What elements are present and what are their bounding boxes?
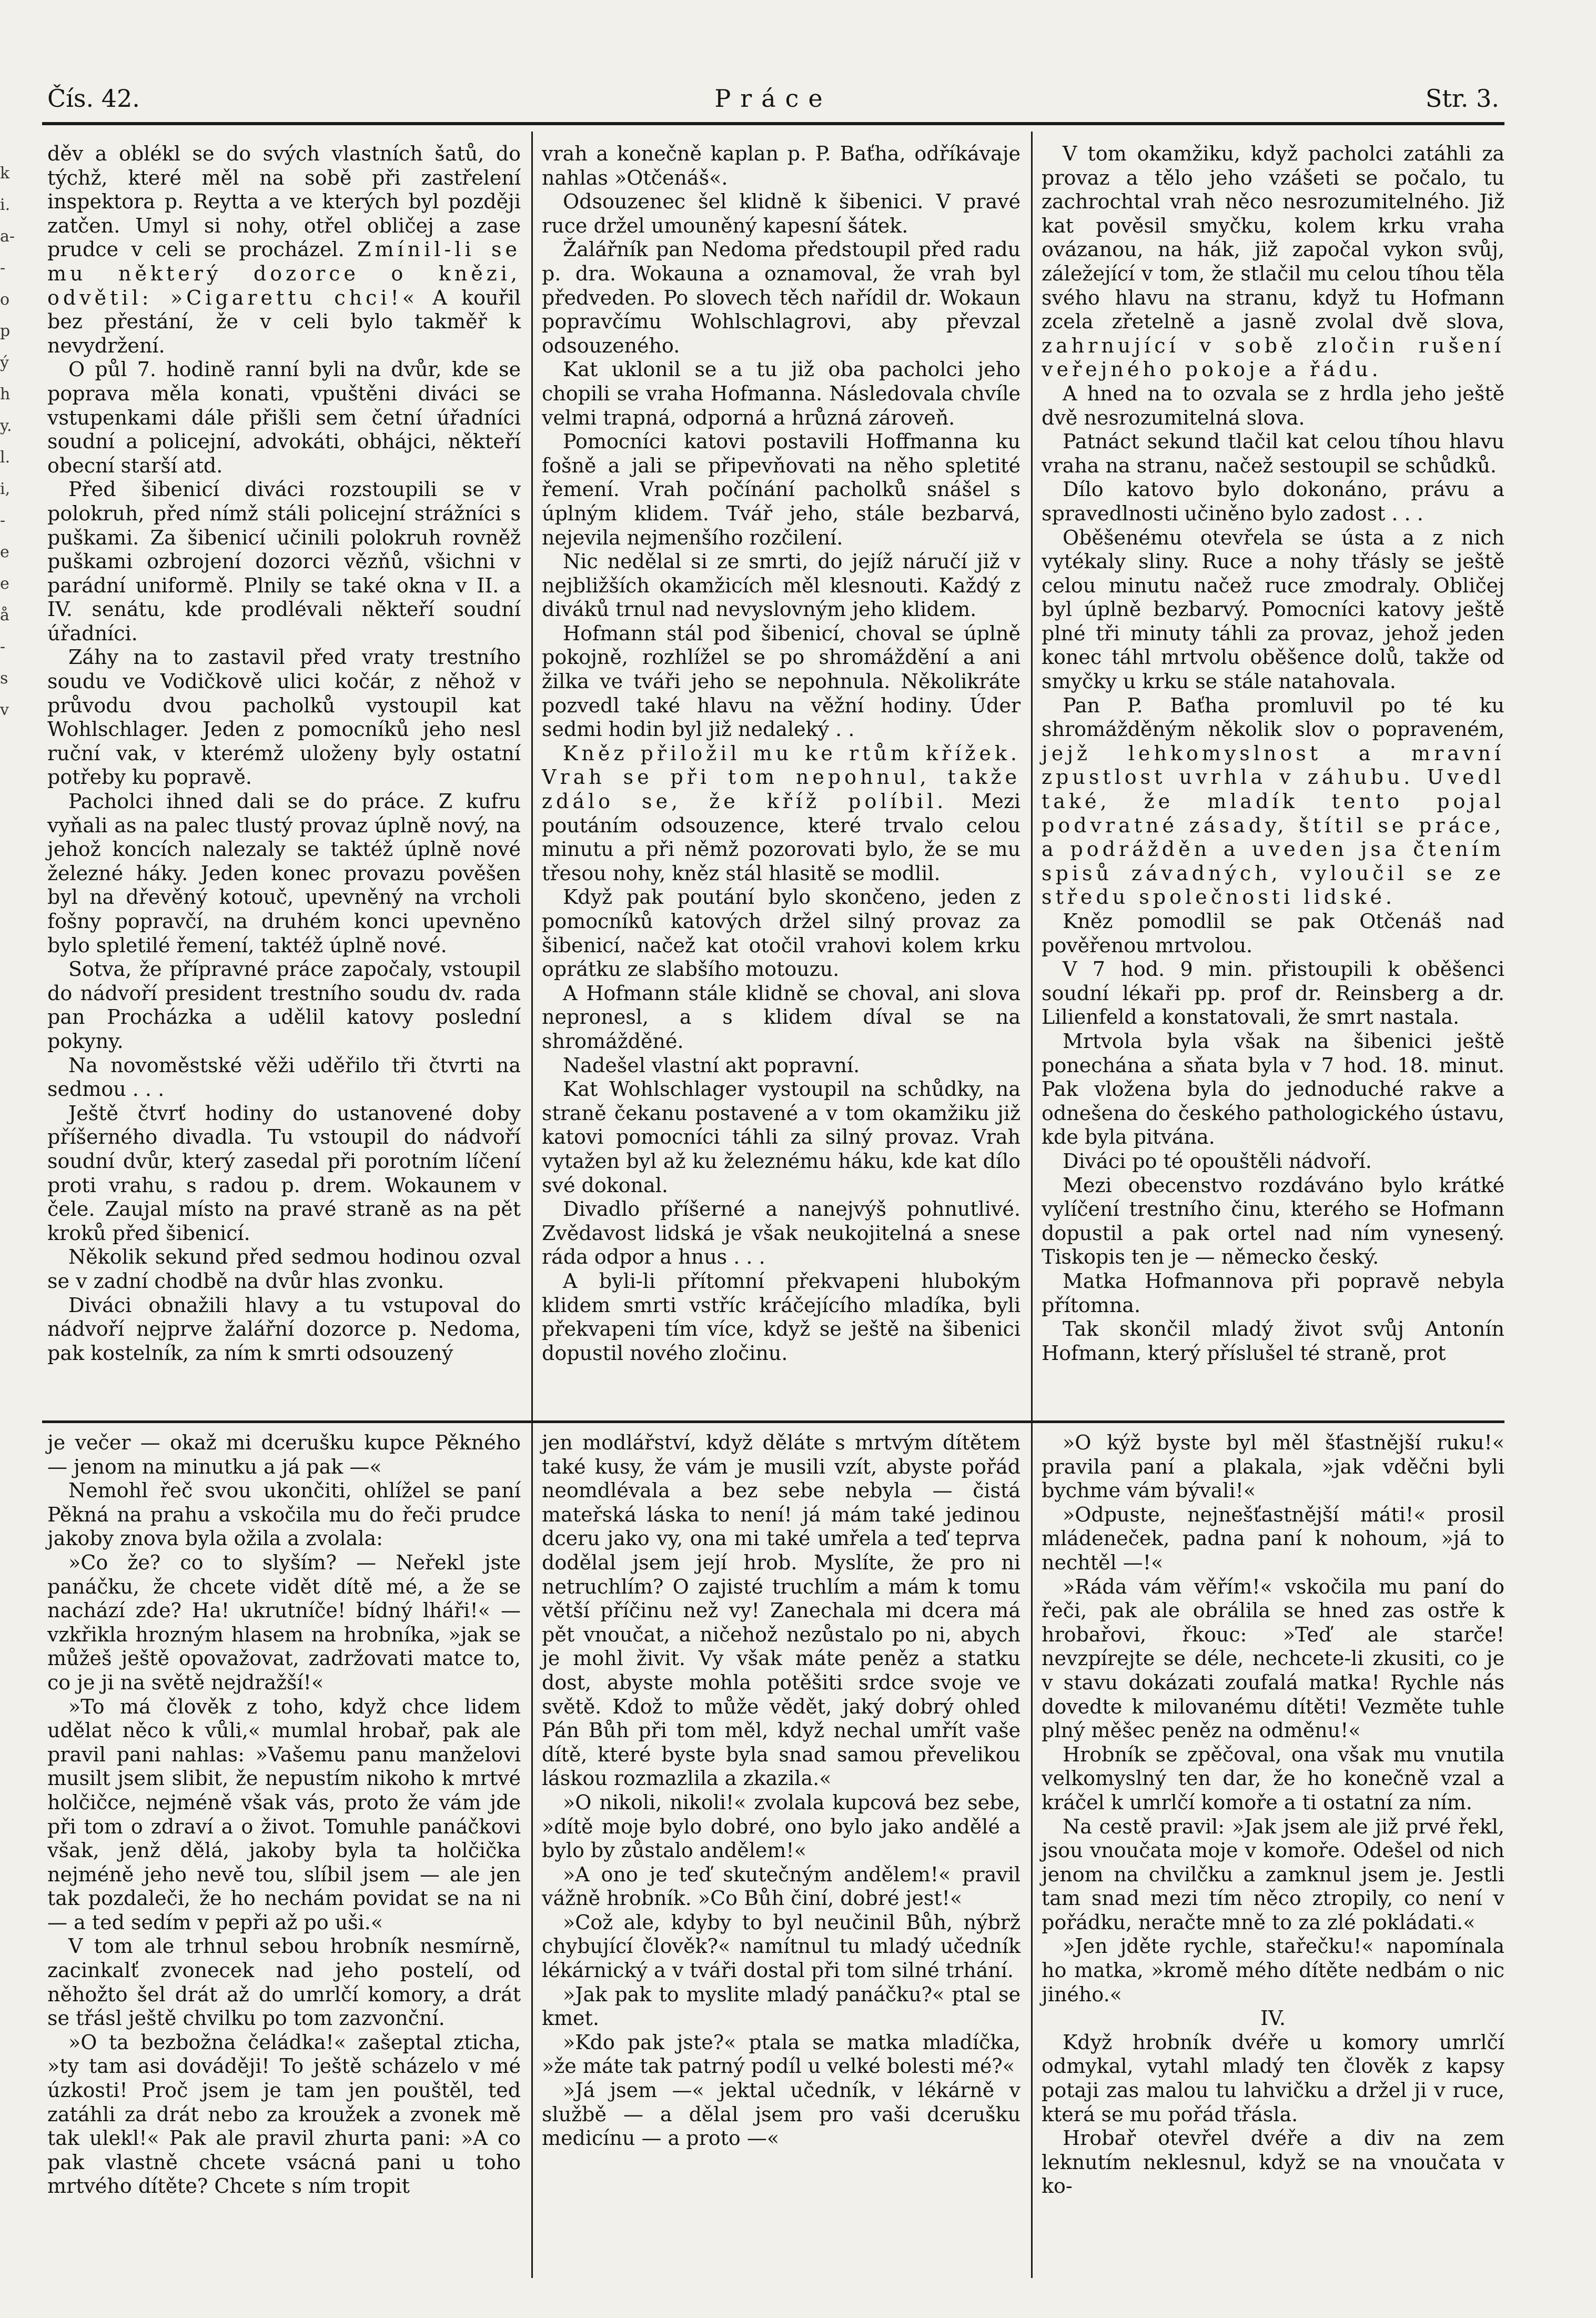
upper-col3-paragraph-10: Diváci po té opouštěli nádvoří.	[1063, 1149, 1372, 1173]
upper-col3-paragraph-9: Mrtvola byla však na šibenici ještě ponechána a sňata byla v 7 hod. 18. minut. Pak vložena byla do jednoduché rakve a odnešena do českého pathologického ústavu, kde byla pitvána.	[1042, 1029, 1504, 1149]
lower-col1-paragraph-3: »Co že? co to slyším? — Neřekl jste panáčku, že chcete vidět dítě mé, a že se nachází zde? Ha! ukrutníče! bídný lháři!« — vzkřikla hrozným hlasem na hrobníka, »jak se můžeš ještě opovažovat, zadržovati matce to, co je ji na světě nejdražší!«	[47, 1550, 521, 1694]
lower-col2-paragraph-3: »A ono je teď skutečným andělem!« pravil vážně hrobník. »Co Bůh činí, dobré jest!«	[542, 1862, 1021, 1910]
lower-col2-paragraph-7: »Já jsem —« jektal učedník, v lékárně v službě — a dělal jsem pro vaši dcerušku medicínu — a proto —«	[542, 2079, 1021, 2150]
lower-col3-paragraph-6: »Jen jděte rychle, stařečku!« napomínala ho matka, »kromě mého dítěte nedbám o nic jiného.«	[1042, 1934, 1504, 2006]
upper-col1-paragraph-2: O půl 7. hodině ranní byli na dvůr, kde se poprava měla konati, vpuštěni diváci se vstupenkami dále přišli sem četní úřadníci soudní a policejní, advokáti, obhájci, někteří obecní starší atd.	[47, 358, 521, 477]
newspaper-title: Práce	[714, 84, 832, 113]
upper-col3-paragraph-4: Dílo katovo bylo dokonáno, právu a spravedlnosti učiněno bylo zadost . . .	[1042, 478, 1504, 525]
margin-fragment: å	[0, 606, 9, 624]
margin-fragment: y.	[0, 417, 12, 435]
upper-col2-paragraph-11: Nadešel vlastní akt popravní.	[563, 1053, 860, 1077]
upper-col1-paragraph-6: Sotva, že přípravné práce započaly, vstoupil do nádvoří president trestního soudu dv. rada pan Procházka a udělil katovy poslední pokyny.	[47, 958, 521, 1053]
lower-col3-paragraph-2: »Odpuste, nejnešťastnější máti!« prosil mládeneček, padna paní k nohoum, »já to nechtěl —!«	[1042, 1503, 1504, 1574]
header-rule	[42, 122, 1504, 125]
lower-col1-paragraph-6: »O ta bezbožna čeládka!« zašeptal zticha, »ty tam asi dováději! To ještě scházelo v mé úzkosti! Proč jsem je tam jen pouštěl, ted zatáhli za drát nebo za kroužek a zvonek mě tak ulekl!« Pak ale pravil zhurta pani: »A co pak vlastně chcete vsácná pani u toho mrtvého dítěte? Chcete s ním tropit	[47, 2030, 521, 2198]
margin-fragment: o	[0, 290, 10, 309]
upper-column-1	[47, 142, 521, 1365]
margin-fragment: v	[0, 701, 9, 719]
margin-fragment: p	[0, 322, 11, 340]
lower-col1-paragraph-1: je večer — okaž mi dcerušku kupce Pěkného — jenom na minutku a já pak —«	[47, 1431, 521, 1478]
margin-fragment: -	[0, 638, 6, 656]
upper-col2-paragraph-3: Žalářník pan Nedoma předstoupil před radu p. dra. Wokauna a oznamoval, že vrah byl předveden. Po slovech těch nařídil dr. Wokaun popravčímu Wohlschlagrovi, aby převzal odsouzeného.	[542, 238, 1021, 357]
page-header	[42, 79, 1504, 121]
lower-col2-paragraph-4: »Což ale, kdyby to byl neučinil Bůh, nýbrž chybující člověk?« namítnul tu mladý učedník lékárnický a v tváři dostal při tom silné trhání.	[542, 1910, 1021, 1982]
lower-col3-paragraph-1: »O kýž byste byl měl šťastnější ruku!« pravila paní a plakala, »jak vděčni byli bychme vám bývali!«	[1042, 1431, 1504, 1503]
upper-col2-paragraph-2: Odsouzenec šel klidně k šibenici. V pravé ruce držel umouněný kapesní šátek.	[542, 190, 1021, 237]
upper-column-2	[542, 142, 1021, 1365]
upper-col2-paragraph-5: Pomocníci katovi postavili Hoffmanna ku fošně a jali se připevňovati na něho spletité řemení. Vrah počínání pacholků snášel s úplným klidem. Tvář jeho, stále bezbarvá, nejevila nejmenšího rozčilení.	[542, 430, 1021, 549]
upper-col2-paragraph-12: Kat Wohlschlager vystoupil na schůdky, na straně čekanu postavené a v tom okamžiku již katovi pomocníci táhli za silný provaz. Vrah vytažen byl až ku železnému háku, kde kat dílo své dokonal.	[542, 1077, 1021, 1197]
lower-column-1	[47, 1431, 521, 2199]
margin-fragment: k	[0, 164, 10, 183]
lower-col3-paragraph-3: »Ráda vám věřím!« vskočila mu paní do řeči, pak ale obrálila se hned zas ostře k hrobařovi, řkouc: »Teď ale starče! nevzpírejte se déle, nechcete-li zkusiti, co je v stavu dokázati zoufalá matka! Rychle nás dovedte k milovanému dítěti! Vezměte tuhle plný měšec peněz na odměnu!«	[1042, 1575, 1504, 1742]
margin-fragment: a-	[0, 227, 15, 246]
section-divider	[42, 1420, 1504, 1423]
lower-col3-paragraph-9: Hrobař otevřel dvéře a div na zem leknutím neklesnul, když se na vnoučata v ko-	[1042, 2126, 1504, 2198]
upper-col3-paragraph-2: A hned na to ozvala se z hrdla jeho ještě dvě nesrozumitelná slova.	[1042, 381, 1504, 429]
upper-col3-paragraph-8: V 7 hod. 9 min. přistoupili k oběšenci soudní lékaři pp. prof dr. Reinsberg a dr. Lilienfeld a konstatovali, že smrt nastala.	[1042, 958, 1504, 1029]
lower-col2-paragraph-5: »Jak pak to myslite mladý panáčku?« ptal se kmet.	[542, 1982, 1021, 2030]
column-divider-1	[531, 132, 533, 2278]
upper-col1-paragraph-9: Několik sekund před sedmou hodinou ozval se v zadní chodbě na dvůr hlas zvonku.	[47, 1245, 521, 1293]
upper-col3-paragraph-6: Pan P. Baťha promluvil po té ku shromážděným několik slov o popraveném, jejž lehkomyslnost a mravní zpustlost uvrhla v záhubu. Uvedl také, že mladík tento pojal podvratné zásady, štítil se práce, a podrážděn a uveden jsa čtením spisů závadných, vyloučil se ze středu společnosti lidské.	[1042, 693, 1504, 909]
upper-col1-paragraph-5: Pacholci ihned dali se do práce. Z kufru vyňali as na palec tlustý provaz úplně nový, na jehož koncích nalezaly se taktéž úplně nové železné háky. Jeden konec provazu pověšen byl na dřevěný kotouč, upevněný na vrcholi fošny popravčí, na druhém konci upevněno bylo spletilé řemení, taktéž úplně nové.	[47, 790, 521, 957]
upper-col1-paragraph-10: Diváci obnažili hlavy a tu vstupoval do nádvoří nejprve žalářní dozorce p. Nedoma, pak kostelník, za ním k smrti odsouzený	[47, 1293, 521, 1365]
upper-col1-paragraph-4: Záhy na to zastavil před vraty trestního soudu ve Vodičkově ulici kočár, z něhož v průvodu dvou pacholků vystoupil kat Wohlschlager. Jeden z pomocníků jeho nesl ruční vak, v kterémž uloženy byly ostatní potřeby ku popravě.	[47, 646, 521, 789]
upper-col2-paragraph-13: Divadlo příšerné a nanejvýš pohnutlivé. Zvědavost lidská je však neukojitelná a snese ráda odpor a hnus . . .	[542, 1197, 1021, 1269]
margin-fragment: i,	[0, 480, 11, 498]
lower-col3-paragraph-4: Hrobník se zpěčoval, ona však mu vnutila velkomyslný ten dar, že ho konečně vzal a kráčel k umrlčí komoře a ti ostatní za ním.	[1042, 1742, 1504, 1814]
lower-col2-paragraph-2: »O nikoli, nikoli!« zvolala kupcová bez sebe, »dítě moje bylo dobré, ono bylo jako andělé a bylo by zůstalo andělem!«	[542, 1790, 1021, 1862]
lower-col1-paragraph-4: »To má člověk z toho, když chce lidem udělat něco k vůli,« mumlal hrobař, pak ale pravil pani nahlas: »Vašemu panu manželovi musilt jsem slibit, že nepustím nikoho k mrtvé holčičce, nejméně však vás, proto že vám jde při tom o zdraví a o život. Tomuhle panáčkovi však, jenž dělá, jakoby byla ta holčička nejméně jeho nevě tou, slíbil jsem — ale jen tak pozdaleči, že ho nechám povidat se na ni — a ted sedím v pepři až po uši.«	[47, 1695, 521, 1934]
upper-col3-paragraph-5: Oběšenému otevřela se ústa a z nich vytékaly sliny. Ruce a nohy třásly se ještě celou minutu načež ruce zmodraly. Obličej byl úplně bezbarvý. Pomocníci katovy ještě plné tři minuty táhli za provaz, jehož jeden konec táhl mrtvolu oběšence dolů, takže od smyčky u krku se stále natahovala.	[1042, 526, 1504, 693]
lower-col1-paragraph-5: V tom ale trhnul sebou hrobník nesmírně, zacinkalť zvonecek nad jeho postelí, od něhožto šel drát až do umrlčí komory, a drát se třásl ještě chvilku po tom zazvonční.	[47, 1934, 521, 2030]
lower-column-2	[542, 1431, 1021, 2151]
lower-col2-paragraph-1: jen modlářství, když děláte s mrtvým dítětem také kusy, že vám je musili vzít, abyste pořád neomdlévala a bez sebe nebyla — čistá mateřská láska to není! já mám také jedinou dceru jako vy, ona mi také umřela a teď teprva dodělal jsem její hrob. Myslíte, že pro ni netruchlím? O zajisté truchlím a mám k tomu větší příčinu než vy! Zanechala mi dcera má pět vnoučat, a ničehož nezůstalo po ni, abych je mohl živit. Vy však máte peněz a statku dost, abyste mohla potěšiti srdce svoje ve světě. Kdož to může vědět, jaký dobrý ohled Pán Bůh při tom měl, když nechal umřít vaše dítě, které byste byla snad samou převelikou láskou rozmazlila a zkazila.«	[542, 1431, 1021, 1790]
lower-col1-paragraph-2: Nemohl řeč svou ukončiti, ohlížel se paní Pěkná na prahu a vskočila mu do řeči prudce jakoby znova byla ožila a zvolala:	[47, 1479, 521, 1550]
upper-col2-paragraph-4: Kat uklonil se a tu již oba pacholci jeho chopili se vraha Hofmanna. Následovala chvíle velmi trapná, odporná a hrůzná zároveň.	[542, 358, 1021, 429]
upper-col1-paragraph-1: děv a oblékl se do svých vlastních šatů, do týchž, které měl na sobě při zastřelení inspektora p. Reytta a ve kterých byl později zatčen. Umyl si nohy, otřel obličej a zase prudce v celi se procházel. Zmínil-li se mu některý dozorce o knězi, odvětil: »Cigarettu chci!« A kouřil bez přestání, že v celi bylo takměř k nevydržení.	[47, 142, 521, 357]
column-divider-2	[1031, 132, 1033, 2278]
upper-col1-paragraph-3: Před šibenicí diváci rozstoupili se v polokruh, před nímž stáli policejní strážníci s puškami. Za šibenicí učinili polokruh rovněž puškami ozbrojení dozorci vězňů, všichni v parádní uniformě. Plnily se také okna v II. a IV. senátu, kde prodlévali někteří soudní úřadníci.	[47, 478, 521, 645]
issue-number: Čís. 42.	[47, 84, 140, 113]
margin-fragment: -	[0, 511, 6, 530]
margin-fragment: e	[0, 543, 9, 561]
lower-col3-paragraph-8: Když hrobník dvéře u komory umrlčí odmykal, vytahl mladý ten člověk z kapsy potaji zas malou tu lahvičku a držel ji v ruce, která se mu pořád třásla.	[1042, 2030, 1504, 2126]
upper-col3-paragraph-13: Tak skončil mladý život svůj Antonín Hofmann, který příslušel té straně, prot	[1042, 1317, 1504, 1365]
margin-fragment: i.	[0, 196, 11, 214]
upper-col2-paragraph-6: Nic nedělal si ze smrti, do jejíž náručí již v nejbližších okamžicích měl klesnouti. Každý z diváků trnul nad nevyslovným jeho klidem.	[542, 550, 1021, 621]
upper-col2-paragraph-7: Hofmann stál pod šibenicí, choval se úplně pokojně, rozhlížel se po shromáždění a ani žilka ve tváři jeho se nepohnula. Několikráte pozvedl také hlavu na věžní hodiny. Úder sedmi hodin byl již nedaleký . .	[542, 621, 1021, 741]
upper-column-3	[1042, 142, 1504, 1365]
upper-col2-paragraph-10: A Hofmann stále klidně se choval, ani slova nepronesl, a s klidem díval se na shromážděné.	[542, 981, 1021, 1053]
margin-fragment: s	[0, 669, 8, 688]
lower-col3-paragraph-5: Na cestě pravil: »Jak jsem ale již prvé řekl, jsou vnoučata moje v komoře. Odešel od nich jenom na chvilčku a zamknul jsem je. Jestli tam snad mezi tím něco ztropily, co není v pořádku, neračte mně to za zlé pokládati.«	[1042, 1815, 1504, 1934]
upper-col2-paragraph-9: Když pak poutání bylo skončeno, jeden z pomocníků katových držel silný provaz za šibenicí, načež kat otočil vrahovi kolem krku oprátku ze slabšího motouzu.	[542, 885, 1021, 981]
margin-fragment: -	[0, 259, 6, 277]
upper-col3-paragraph-12: Matka Hofmannova při popravě nebyla přítomna.	[1042, 1269, 1504, 1317]
upper-col1-paragraph-7: Na novoměstské věži uděřilo tři čtvrti na sedmou . . .	[47, 1053, 521, 1101]
margin-fragment: l.	[0, 448, 11, 467]
lower-column-3	[1042, 1431, 1504, 2199]
chapter-heading: IV.	[1260, 2007, 1286, 2030]
upper-col2-paragraph-8: Kněz přiložil mu ke rtům křížek. Vrah se při tom nepohnul, takže zdálo se, že kříž políbil. Mezi poutáním odsouzence, které trvalo celou minutu a při němž pozorovati bylo, že se mu třesou nohy, kněz stál hlasitě se modlil.	[542, 741, 1021, 885]
upper-col1-paragraph-8: Ještě čtvrť hodiny do ustanovené doby příšerného divadla. Tu vstoupil do nádvoří soudní dvůr, který zasedal při porotním líčení proti vrahu, s radou p. drem. Wokaunem v čele. Zaujal místo na pravé straně as na pět kroků před šibenicí.	[47, 1101, 521, 1245]
margin-fragment: h	[0, 385, 11, 404]
upper-col2-paragraph-14: A byli-li přítomní překvapeni hlubokým klidem smrti vstříc kráčejícího mladíka, byli překvapeni tím více, když se ještě na šibenici dopustil nového zločinu.	[542, 1269, 1021, 1365]
upper-col3-paragraph-11: Mezi obecenstvo rozdáváno bylo krátké vylíčení trestního činu, kterého se Hofmann dopustil a pak ortel nad ním vynesený. Tiskopis ten je — německo český.	[1042, 1173, 1504, 1269]
lower-col2-paragraph-6: »Kdo pak jste?« ptala se matka mladíčka, »že máte tak patrný podíl u velké bolesti mé?«	[542, 2030, 1021, 2078]
page-number: Str. 3.	[1425, 84, 1499, 113]
upper-col3-paragraph-7: Kněz pomodlil se pak Otčenáš nad pověřenou mrtvolou.	[1042, 910, 1504, 957]
upper-col2-paragraph-1: vrah a konečně kaplan p. P. Baťha, odříkávaje nahlas »Otčenáš«.	[542, 142, 1021, 189]
upper-col3-paragraph-1: V tom okamžiku, když pacholci zatáhli za provaz a tělo jeho vzášeti se počalo, tu zachrochtal vrah něco nesrozumitelného. Již kat pověsil smyčku, kolem krku vraha ovázanou, na hák, již započal vykon svůj, záležející v tom, že stlačil mu celou tíhou těla svého hlavu na stranu, když tu Hofmann zcela zřetelně a jasně zvolal dvě slova, zahrnující v sobě zločin rušení veřejného pokoje a řádu.	[1042, 142, 1504, 381]
left-margin-fragments	[0, 158, 16, 726]
upper-col3-paragraph-3: Patnáct sekund tlačil kat celou tíhou hlavu vraha na stranu, načež sestoupil se schůdků.	[1042, 430, 1504, 477]
margin-fragment: ý	[0, 354, 9, 372]
margin-fragment: e	[0, 575, 9, 593]
